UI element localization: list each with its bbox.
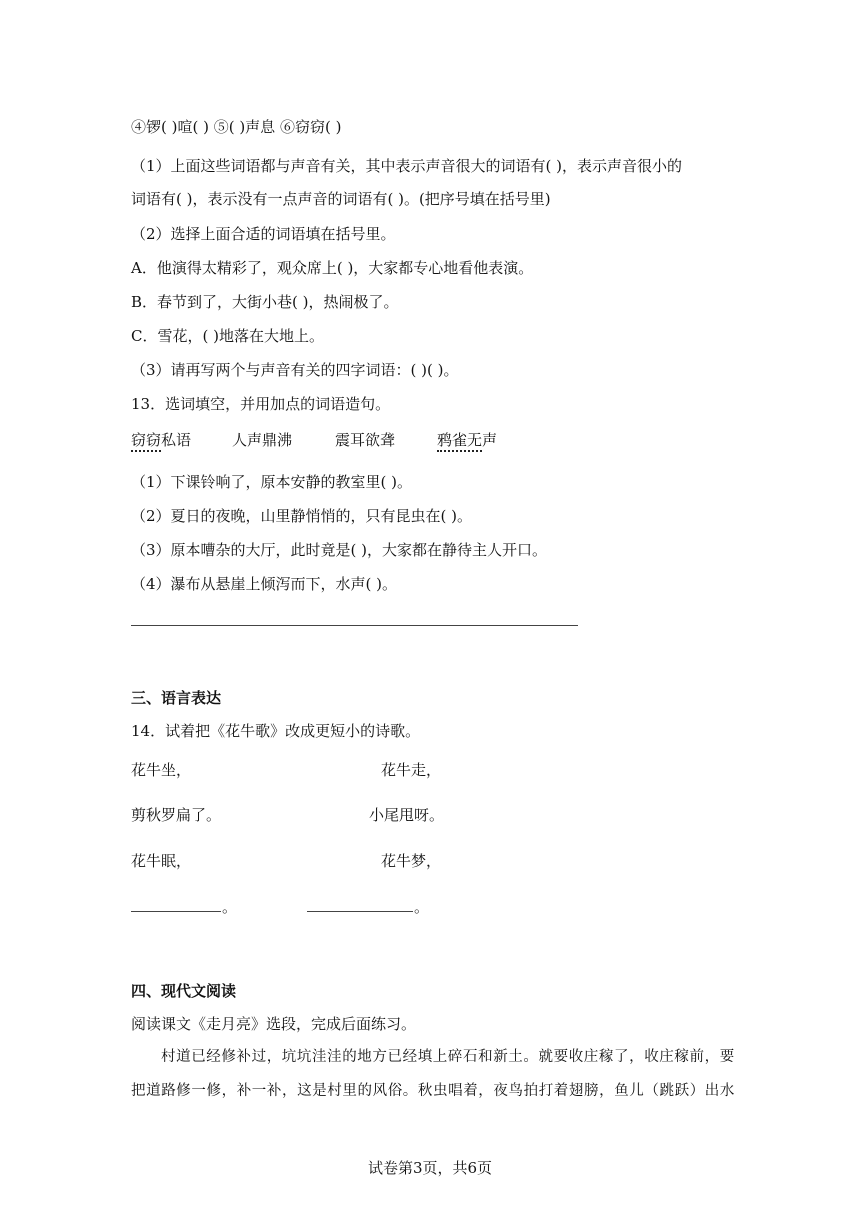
dotted-chars: 鸦雀无 [437,431,482,452]
poem-left-2: 剪秋罗扁了。 [131,806,222,824]
section-3-heading: 三、语言表达 [131,689,222,707]
passage-line-1: 村道已经修补过，坑坑洼洼的地方已经填上碎石和新土。就要收庄稼了，收庄稼前，要 [161,1049,735,1065]
passage-line-2: 把道路修一修，补一补，这是村里的风俗。秋虫唱着，夜鸟拍打着翅膀，鱼儿（跳跃）出水 [131,1083,735,1099]
poem-left-3: 花牛眠， [131,852,192,870]
q12-item-b: B．春节到了，大街小巷( )，热闹极了。 [131,293,399,311]
q12-options-line: ④锣( )喧( ) ⑤( )声息 ⑥窃窃( ) [131,118,342,136]
poem-period-left: 。 [222,898,238,916]
q13-title: 13．选词填空，并用加点的词语造句。 [131,395,391,413]
q14-prompt: 14．试着把《花牛歌》改成更短小的诗歌。 [131,722,421,740]
word-rest: 声 [482,431,498,449]
q13-word-4 [437,430,497,450]
q12-sub2-prompt: （2）选择上面合适的词语填在括号里。 [131,225,396,243]
word-rest: 私语 [161,431,192,449]
poem-blank-right [307,911,413,912]
q13-sentence-4: （4）瀑布从悬崖上倾泻而下，水声( )。 [131,575,398,593]
section-4-heading: 四、现代文阅读 [131,982,237,1000]
q12-sub1-line2: 词语有( )，表示没有一点声音的词语有( )。(把序号填在括号里) [131,190,551,208]
q12-item-c: C．雪花，( )地落在大地上。 [131,327,324,345]
poem-right-1: 花牛走， [381,761,442,779]
poem-right-2: 小尾甩呀。 [369,806,445,824]
q13-word-2: 人声鼎沸 [232,431,293,449]
q13-sentence-2: （2）夏日的夜晚，山里静悄悄的，只有昆虫在( )。 [131,507,473,525]
q12-item-a: A．他演得太精彩了，观众席上( )，大家都专心地看他表演。 [131,259,534,277]
q12-sub3: （3）请再写两个与声音有关的四字词语：( )( )。 [131,361,459,379]
answer-line [131,625,578,626]
poem-right-3: 花牛梦， [381,852,442,870]
q13-sentence-1: （1）下课铃响了，原本安静的教室里( )。 [131,473,413,491]
poem-period-right: 。 [414,898,430,916]
q12-sub1-line1: （1）上面这些词语都与声音有关，其中表示声音很大的词语有( )，表示声音很小的 [131,157,683,175]
q13-word-1 [131,430,191,450]
poem-blank-left [131,911,221,912]
q13-sentence-3: （3）原本嘈杂的大厅，此时竟是( )，大家都在静待主人开口。 [131,541,548,559]
poem-left-1: 花牛坐， [131,761,192,779]
page-footer: 试卷第3页，共6页 [367,1159,493,1177]
reading-intro: 阅读课文《走月亮》选段，完成后面练习。 [131,1015,417,1033]
q13-word-3: 震耳欲聋 [335,431,396,449]
dotted-chars: 窃窃 [131,431,161,452]
